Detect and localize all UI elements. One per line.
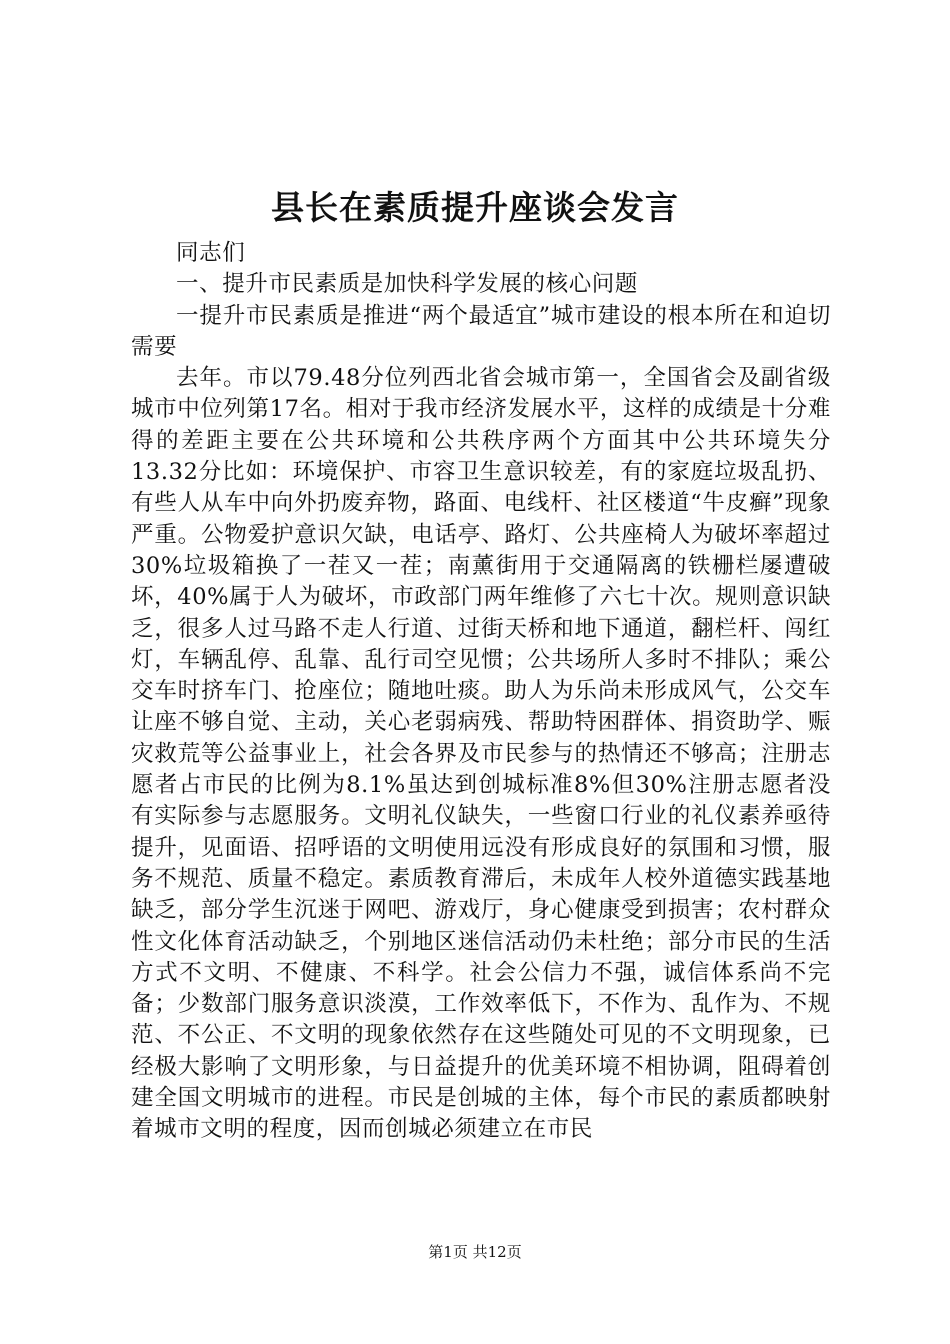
- document-body: [131, 238, 831, 1146]
- salutation-paragraph: 同志们: [176, 240, 246, 266]
- page-number-footer: 第1页 共12页: [428, 1243, 522, 1261]
- body-paragraph: 去年。市以79.48分位列西北省会城市第一，全国省会及副省级城市中位列第17名。相对于我市经济发展水平，这样的成绩是十分难得的差距主要在公共环境和公共秩序两个方面其中公共环境失分13.32分比如：环境保护、市容卫生意识较差，有的家庭垃圾乱扔、有些人从车中向外扔废弃物，路面、电线杆、社区楼道“牛皮癣”现象严重。公物爱护意识欠缺，电话亭、路灯、公共座椅人为破坏率超过30%垃圾箱换了一茬又一茬；南薰街用于交通隔离的铁栅栏屡遭破坏，40%属于人为破坏，市政部门两年维修了六七十次。规则意识缺乏，很多人过马路不走人行道、过街天桥和地下通道，翻栏杆、闯红灯，车辆乱停、乱靠、乱行司空见惯；公共场所人多时不排队；乘公交车时挤车门、抢座位；随地吐痰。助人为乐尚未形成风气，公交车让座不够自觉、主动，关心老弱病残、帮助特困群体、捐资助学、赈灾救荒等公益事业上，社会各界及市民参与的热情还不够高；注册志愿者占市民的比例为8.1%虽达到创城标准8%但30%注册志愿者没有实际参与志愿服务。文明礼仪缺失，一些窗口行业的礼仪素养亟待提升，见面语、招呼语的文明使用远没有形成良好的氛围和习惯，服务不规范、质量不稳定。素质教育滞后，未成年人校外道德实践基地缺乏，部分学生沉迷于网吧、游戏厅，身心健康受到损害；农村群众性文化体育活动缺乏，个别地区迷信活动仍未杜绝；部分市民的生活方式不文明、不健康、不科学。社会公信力不强，诚信体系尚不完备；少数部门服务意识淡漠，工作效率低下，不作为、乱作为、不规范、不公正、不文明的现象依然存在这些随处可见的不文明现象，已经极大影响了文明形象，与日益提升的优美环境不相协调，阻碍着创建全国文明城市的进程。市民是创城的主体，每个市民的素质都映射着城市文明的程度，因而创城必须建立在市民: [131, 365, 831, 1143]
- section-heading: 一、提升市民素质是加快科学发展的核心问题: [176, 271, 639, 298]
- subsection-heading: 一提升市民素质是推进“两个最适宜”城市建设的根本所在和迫切需要: [131, 302, 831, 360]
- document-title: 县长在素质提升座谈会发言: [271, 188, 679, 227]
